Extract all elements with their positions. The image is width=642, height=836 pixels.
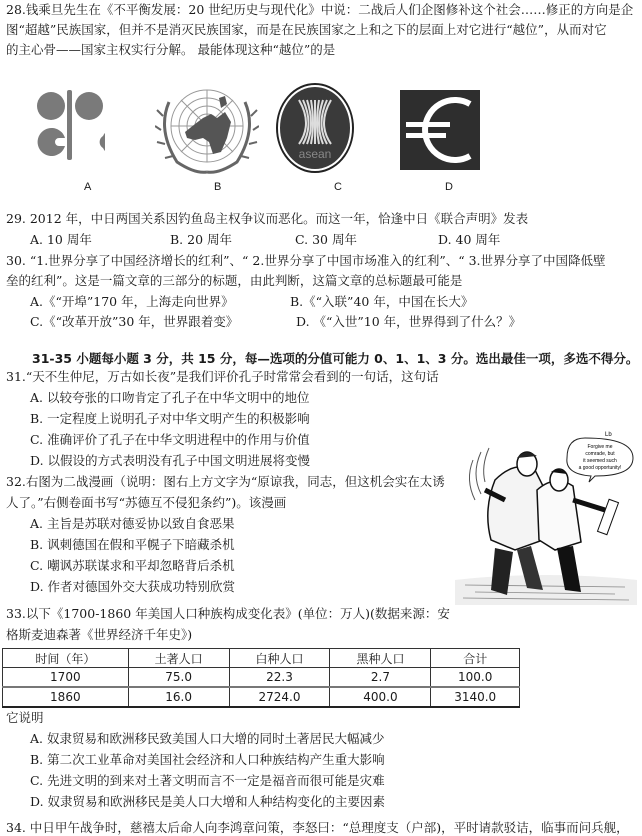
- q30-option-c: C.《“改革开放”30 年，世界跟着变》: [30, 314, 239, 329]
- q33-option-c: C. 先进文明的到来对土著文明而言不一定是福音而很可能是灾难: [30, 773, 385, 788]
- q29-option-b: B. 20 周年: [170, 232, 233, 247]
- q33-line-2: 格斯麦迪森著《世界经济千年史》): [6, 627, 193, 642]
- q29-option-d: D. 40 周年: [438, 232, 501, 247]
- q33-after: 它说明: [6, 710, 44, 725]
- q31-option-d: D. 以假设的方式表明没有孔子中国文明进展将变慢: [30, 453, 311, 468]
- q28-line-3: 的主心骨——国家主权实行分解。 最能体现这种“越位”的是: [6, 42, 336, 57]
- table-header: 时间（年）: [3, 649, 129, 668]
- table-cell: 1700: [3, 668, 129, 688]
- q32-option-c: C. 嘲讽苏联谋求和平却忽略背后杀机: [30, 558, 235, 573]
- table-cell: 2.7: [330, 668, 431, 688]
- table-header: 白种人口: [229, 649, 330, 668]
- un-emblem-icon: [155, 82, 259, 178]
- svg-text:Lb: Lb: [605, 432, 612, 438]
- table-cell: 3140.0: [431, 687, 520, 707]
- q34-stem: 34. 中日甲午战争时，慈禧太后命人向李鸿章问策，李怒曰：“总理度支（户部)，平时请款驳诘，临事而问兵舰，: [6, 820, 629, 835]
- q32-line-2: 人了。”右侧卷面书写“苏德互不侵犯条约”)。该漫画: [6, 495, 287, 510]
- table-row: [3, 687, 520, 707]
- q32-line-1: 32.右图为二战漫画（说明：图右上方文字为“原谅我，同志，但这机会实在太诱: [6, 474, 445, 489]
- q32-option-a: A. 主旨是苏联对德妥协以致自食恶果: [30, 516, 235, 531]
- q30-option-a: A.《“开埠”170 年，上海走向世界》: [30, 294, 234, 309]
- q33-option-d: D. 奴隶贸易和欧洲移民是美人口大增和人种结构变化的主要因素: [30, 794, 386, 809]
- euro-sign-icon: [400, 90, 480, 170]
- q31-stem: 31.“天不生仲尼，万古如长夜”是我们评价孔子时常常会看到的一句话，这句话: [6, 369, 439, 384]
- q32-option-d: D. 作者对德国外交大获成功特别欣赏: [30, 579, 236, 594]
- table-cell: 400.0: [330, 687, 431, 707]
- q31-option-c: C. 准确评价了孔子在中华文明进程中的作用与价值: [30, 432, 310, 447]
- q32-option-b: B. 讽刺德国在假和平幌子下暗藏杀机: [30, 537, 235, 552]
- table-cell: 2724.0: [229, 687, 330, 707]
- q29-stem: 29. 2012 年，中日两国关系因钓鱼岛主权争议而恶化。而这一年，恰逢中日《联合声明》发表: [6, 211, 529, 226]
- logo-label-b: B: [214, 181, 222, 193]
- asean-logo-icon: [275, 82, 355, 174]
- section-instructions: 31-35 小题每小题 3 分，共 15 分，每—选项的分值可能力 0、1、1、3 分。选出最佳一项，多选不得分。: [32, 351, 639, 366]
- logo-label-d: D: [445, 181, 453, 193]
- table-cell: 75.0: [128, 668, 229, 688]
- q30-option-b: B.《“入联”40 年，中国在长大》: [290, 294, 474, 309]
- q30-line-2: 垒的红利”。这是一篇文章的三部分的标题，由此判断，这篇文章的总标题最可能是: [6, 273, 463, 288]
- q28-line-2: 图“超越”民族国家，但并不是消灭民族国家，而是在民族国家之上和之下的层面上对它进行“越位”，从而对它: [6, 22, 607, 37]
- q29-option-a: A. 10 周年: [30, 232, 92, 247]
- table-header: 土著人口: [128, 649, 229, 668]
- q30-option-d: D. 《“入世”10 年，世界得到了什么？》: [296, 314, 522, 329]
- svg-text:a good opportunity!: a good opportunity!: [578, 465, 622, 471]
- q28-line-1: 28.钱乘旦先生在《不平衡发展：20 世纪历史与现代化》中说：二战后人们企图修补这个社会……修正的方向是企: [6, 2, 634, 17]
- q33-option-a: A. 奴隶贸易和欧洲移民致美国人口大增的同时土著居民大幅减少: [30, 731, 385, 746]
- opec-logo-icon: [35, 88, 105, 160]
- logo-label-c: C: [334, 181, 342, 193]
- table-cell: 16.0: [128, 687, 229, 707]
- svg-text:it seemed such: it seemed such: [583, 458, 617, 464]
- table-header: 黑种人口: [330, 649, 431, 668]
- table-header: 合计: [431, 649, 520, 668]
- svg-text:asean: asean: [298, 147, 332, 161]
- table-cell: 22.3: [229, 668, 330, 688]
- q31-option-b: B. 一定程度上说明孔子对中华文明产生的积极影响: [30, 411, 310, 426]
- q30-line-1: 30. “1.世界分享了中国经济增长的红利”、“ 2.世界分享了中国市场准入的红利”、“ 3.世界分享了中国降低壁: [6, 253, 606, 268]
- q33-option-b: B. 第二次工业革命对美国社会经济和人口种族结构产生重大影响: [30, 752, 385, 767]
- population-table: [2, 648, 520, 708]
- table-header-row: [3, 649, 520, 668]
- svg-text:comrade, but: comrade, but: [585, 451, 615, 457]
- table-cell: 100.0: [431, 668, 520, 688]
- logo-label-a: A: [84, 181, 92, 193]
- table-cell: 1860: [3, 687, 129, 707]
- q29-option-c: C. 30 周年: [295, 232, 357, 247]
- ww2-cartoon-icon: [455, 430, 637, 605]
- q33-line-1: 33.以下《1700-1860 年美国人口种族构成变化表》(单位：万人)(数据来源：安: [6, 606, 450, 621]
- svg-text:Forgive me: Forgive me: [587, 444, 613, 450]
- q31-option-a: A. 以较夸张的口吻肯定了孔子在中华文明中的地位: [30, 390, 310, 405]
- table-row: [3, 668, 520, 688]
